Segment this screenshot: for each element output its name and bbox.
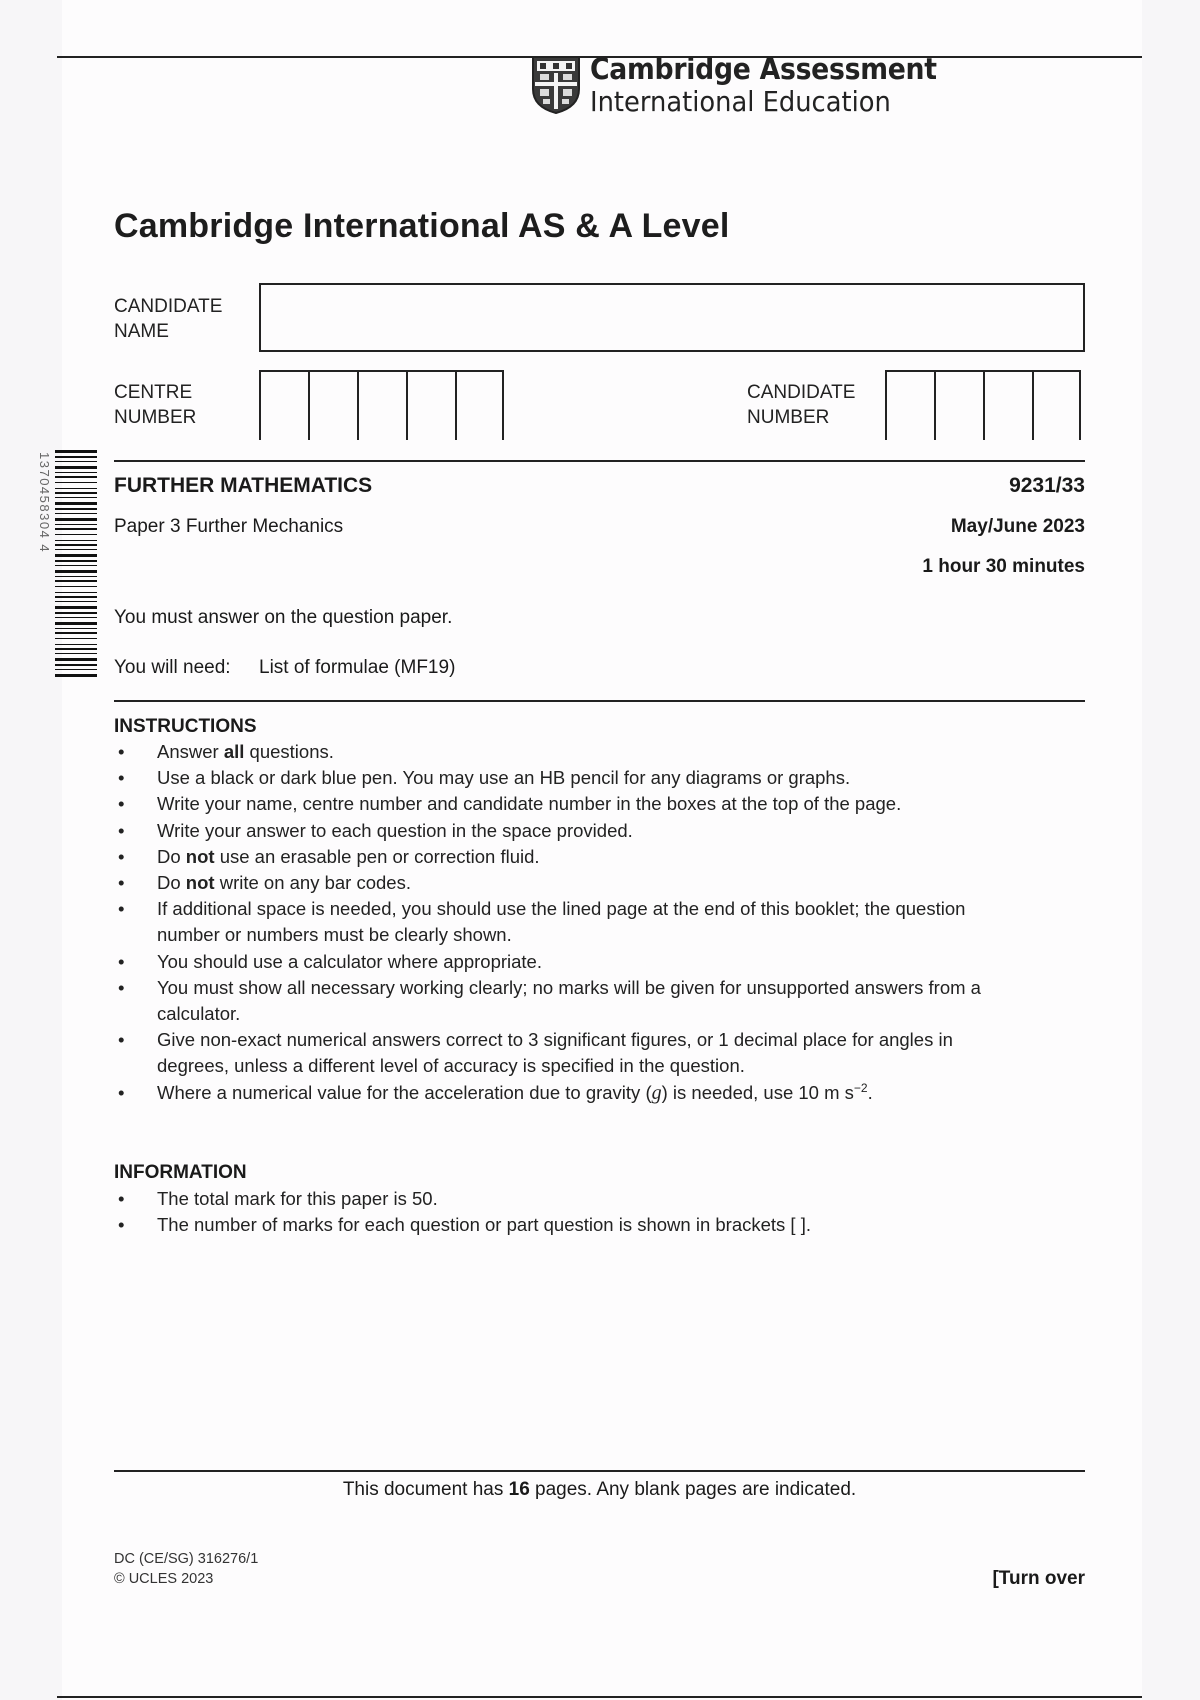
logo-line-1: Cambridge Assessment xyxy=(590,52,937,86)
list-item: • You should use a calculator where appropriate. xyxy=(118,950,542,972)
candidate-name-label: CANDIDATE NAME xyxy=(114,296,223,342)
instructions-heading: INSTRUCTIONS xyxy=(114,716,257,737)
footer-rule xyxy=(114,1470,1085,1472)
centre-number-cell[interactable] xyxy=(406,372,455,440)
answer-note: You must answer on the question paper. xyxy=(114,607,453,628)
information-heading: INFORMATION xyxy=(114,1162,247,1183)
candidate-number-cell[interactable] xyxy=(885,372,934,440)
bottom-rule xyxy=(57,1696,1142,1698)
copyright: © UCLES 2023 xyxy=(114,1571,214,1587)
centre-number-cell[interactable] xyxy=(308,372,357,440)
qualification-title: Cambridge International AS & A Level xyxy=(114,207,730,245)
list-item: • You must show all necessary working clearly; no marks will be given for unsupported answers from a calculator. xyxy=(118,976,981,1025)
centre-number-cell[interactable] xyxy=(455,372,504,440)
list-item: • If additional space is needed, you should use the lined page at the end of this booklet; the question number or numbers must be clearly shown. xyxy=(118,898,966,946)
logo-line-2: International Education xyxy=(590,85,891,118)
list-item: • Do not write on any bar codes. xyxy=(118,872,411,894)
list-item: • Where a numerical value for the acceleration due to gravity (g) is needed, use 10 m $s^{-2}$. xyxy=(118,1080,873,1104)
barcode-digits: 1370458304 4 xyxy=(37,452,52,554)
centre-number-cell[interactable] xyxy=(357,372,406,440)
centre-number-cell[interactable] xyxy=(259,372,308,440)
need-label: You will need: xyxy=(114,657,231,678)
list-item: • The number of marks for each question or part question is shown in brackets [ ]. xyxy=(118,1214,811,1236)
need-value: List of formulae (MF19) xyxy=(259,657,456,678)
list-item: • Give non-exact numerical answers correct to 3 significant figures, or 1 decimal place for angles in degrees, unless a different level of accuracy is specified in the question. xyxy=(118,1029,953,1077)
paper-name: Paper 3 Further Mechanics xyxy=(114,516,344,537)
exam-duration: 1 hour 30 minutes xyxy=(922,556,1085,577)
page-count-note: This document has 16 pages. Any blank pages are indicated. xyxy=(342,1479,857,1500)
paper-code: 9231/33 xyxy=(1009,474,1085,497)
candidate-number-label: CANDIDATE NUMBER xyxy=(747,382,856,428)
centre-number-boxes[interactable] xyxy=(259,370,504,440)
exam-session: May/June 2023 xyxy=(950,516,1085,537)
candidate-number-cell[interactable] xyxy=(983,372,1032,440)
candidate-number-cell[interactable] xyxy=(934,372,983,440)
list-item: • The total mark for this paper is 50. xyxy=(118,1188,438,1209)
list-item: • Write your name, centre number and candidate number in the boxes at the top of the page. xyxy=(118,793,902,815)
instructions-rule xyxy=(114,700,1085,702)
list-item: • Answer all questions. xyxy=(118,741,334,762)
instructions-list xyxy=(114,739,1074,1106)
candidate-number-boxes[interactable] xyxy=(885,370,1081,440)
list-item: • Use a black or dark blue pen. You may use an HB pencil for any diagrams or graphs. xyxy=(118,767,851,789)
subject-title: FURTHER MATHEMATICS xyxy=(114,474,373,497)
list-item: • Write your answer to each question in the space provided. xyxy=(118,819,633,841)
barcode-icon xyxy=(55,450,97,682)
information-list xyxy=(114,1186,1074,1238)
candidate-name-box[interactable] xyxy=(259,283,1085,352)
list-item: • Do not use an erasable pen or correction fluid. xyxy=(118,845,540,867)
cambridge-crest-icon xyxy=(531,55,581,115)
centre-number-label: CENTRE NUMBER xyxy=(114,382,197,428)
document-reference: DC (CE/SG) 316276/1 xyxy=(114,1551,259,1567)
turn-over-label: [Turn over xyxy=(992,1568,1085,1589)
candidate-number-cell[interactable] xyxy=(1032,372,1081,440)
subject-rule xyxy=(114,460,1085,462)
